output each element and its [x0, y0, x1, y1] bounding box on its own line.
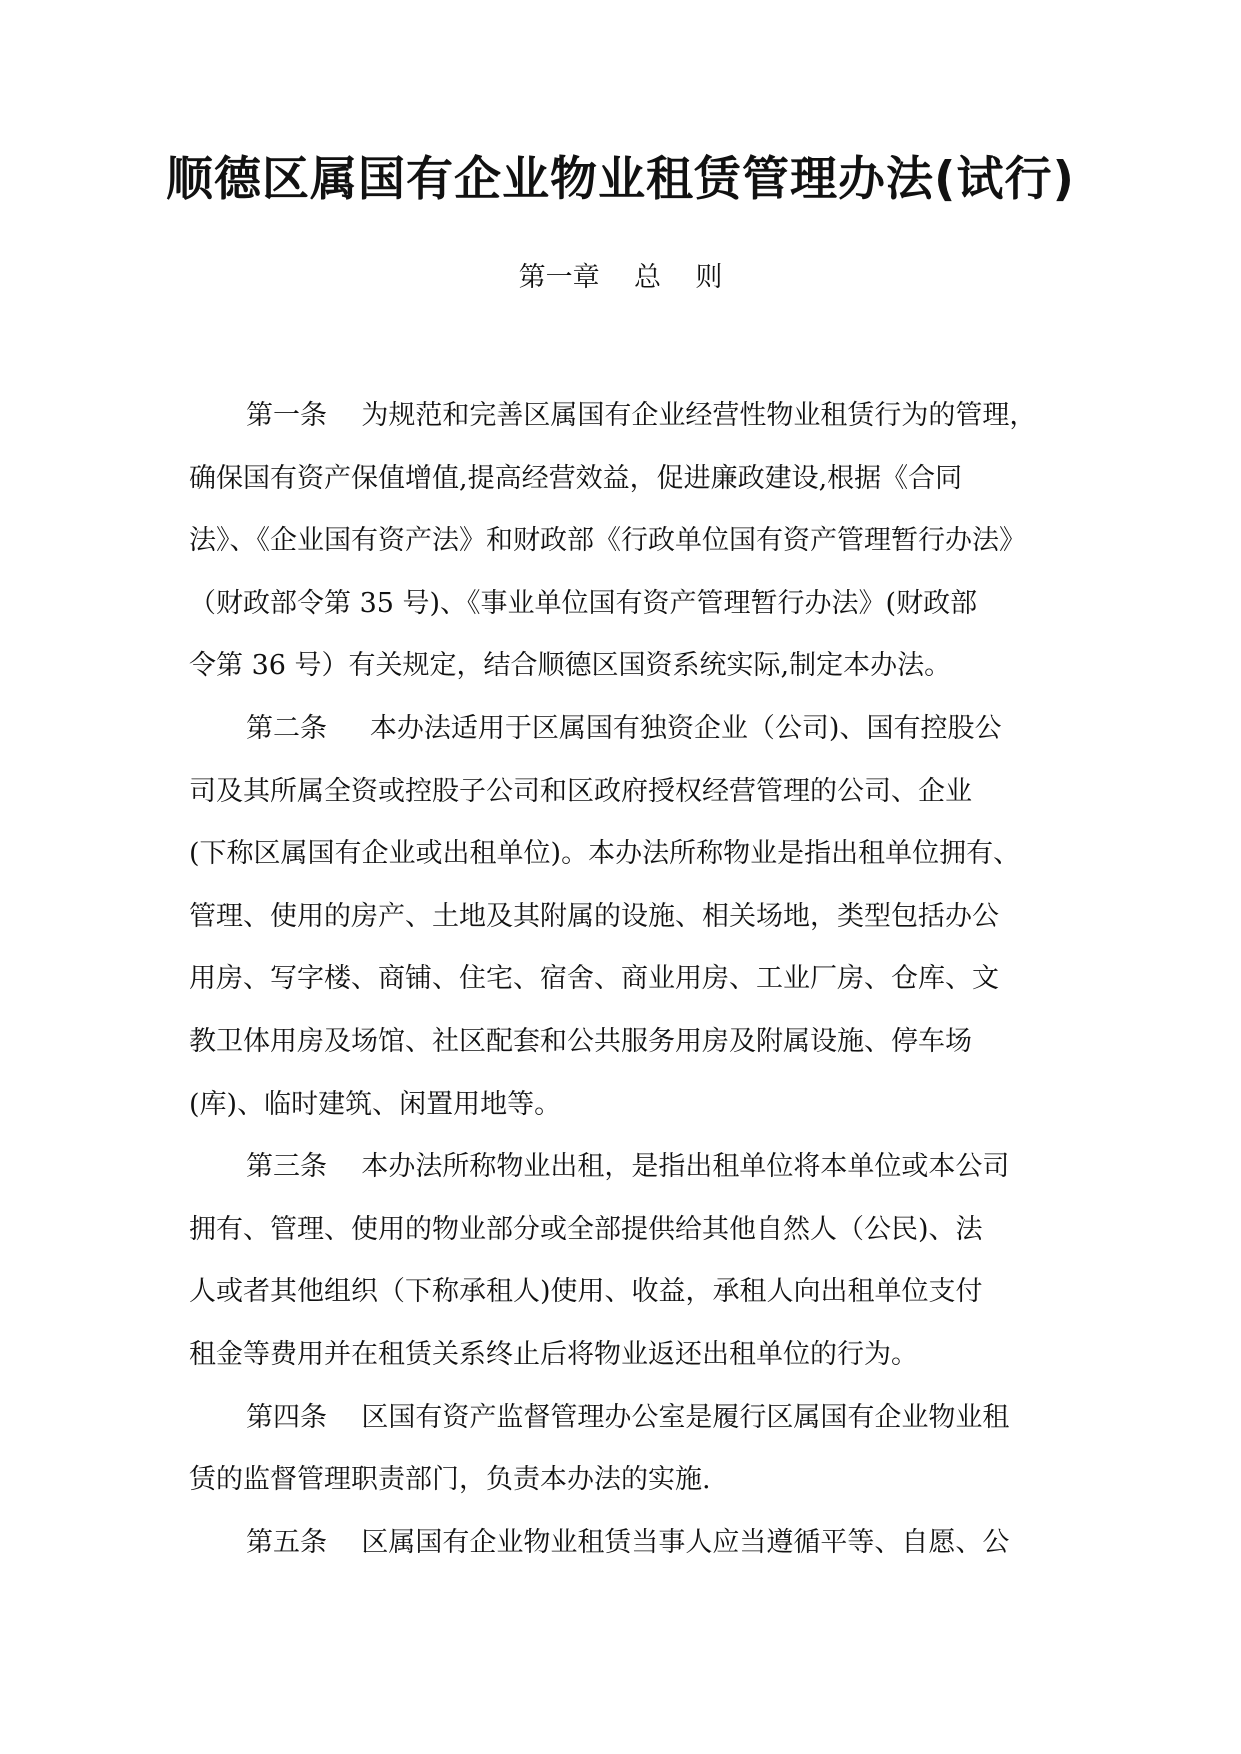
- paragraph-line: 令第 36 号）有关规定，结合顺德区国资系统实际,制定本办法。: [189, 650, 952, 682]
- paragraph-line: 第三条 本办法所称物业出租，是指出租单位将本单位或本公司: [246, 1151, 1010, 1183]
- article-paragraph: [189, 385, 1059, 698]
- paragraph-line: （财政部令第 35 号)、《事业单位国有资产管理暂行办法》(财政部: [189, 587, 978, 619]
- article-paragraph: [189, 1512, 1059, 1575]
- paragraph-line: 确保国有资产保值增值,提高经营效益，促进廉政建设,根据《合同: [189, 462, 963, 494]
- paragraph-line: 教卫体用房及场馆、社区配套和公共服务用房及附属设施、停车场: [189, 1025, 972, 1057]
- article-paragraph: [189, 698, 1059, 1136]
- paragraph-line: 赁的监督管理职责部门，负责本办法的实施.: [189, 1464, 711, 1496]
- article-paragraph: [189, 1136, 1059, 1386]
- paragraph-line: 第二条 本办法适用于区属国有独资企业（公司)、国有控股公: [246, 712, 1002, 744]
- paragraph-line: 用房、写字楼、商铺、住宅、宿舍、商业用房、工业厂房、仓库、文: [189, 963, 999, 995]
- paragraph-line: 第四条 区国有资产监督管理办公室是履行区属国有企业物业租: [246, 1401, 1010, 1433]
- document-body: [189, 385, 1059, 1574]
- chapter-heading: 第一章 总 则: [518, 262, 723, 293]
- paragraph-line: 法》、《企业国有资产法》和财政部《行政单位国有资产管理暂行办法》: [189, 525, 1026, 557]
- paragraph-line: 第一条 为规范和完善区属国有企业经营性物业租赁行为的管理，: [246, 400, 1037, 431]
- paragraph-line: 拥有、管理、使用的物业部分或全部提供给其他自然人（公民)、法: [189, 1213, 983, 1245]
- paragraph-line: 管理、使用的房产、土地及其附属的设施、相关场地，类型包括办公: [189, 900, 999, 932]
- article-paragraph: [189, 1387, 1059, 1512]
- paragraph-line: 第五条 区属国有企业物业租赁当事人应当遵循平等、自愿、公: [246, 1526, 1010, 1558]
- paragraph-line: 司及其所属全资或控股子公司和区政府授权经营管理的公司、企业: [189, 775, 972, 807]
- paragraph-line: (库)、临时建筑、闲置用地等。: [189, 1088, 562, 1120]
- paragraph-line: 租金等费用并在租赁关系终止后将物业返还出租单位的行为。: [189, 1338, 918, 1370]
- paragraph-line: 人或者其他组织（下称承租人)使用、收益，承租人向出租单位支付: [189, 1276, 983, 1308]
- paragraph-line: (下称区属国有企业或出租单位)。本办法所称物业是指出租单位拥有、: [189, 838, 1021, 870]
- document-title: 顺德区属国有企业物业租赁管理办法(试行): [166, 152, 1075, 207]
